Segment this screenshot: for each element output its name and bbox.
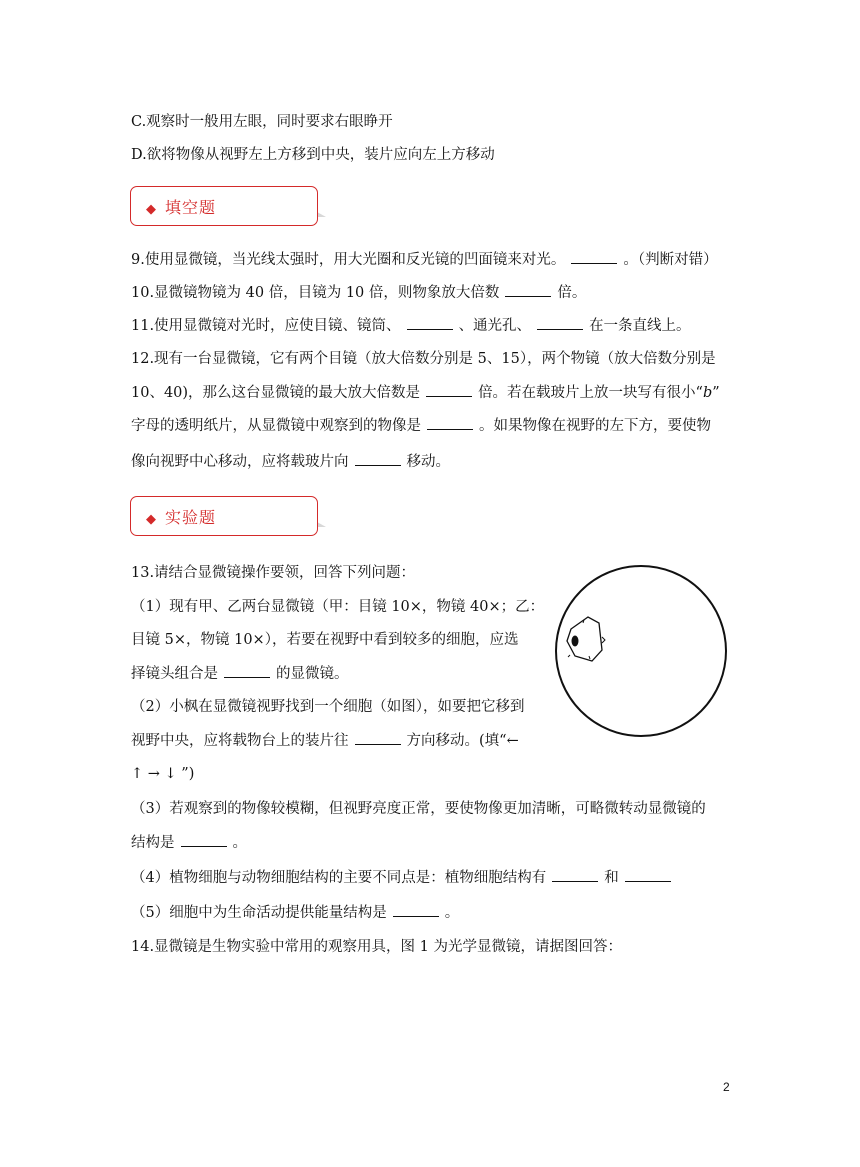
question-13-part2-line1: （2）小枫在显微镜视野找到一个细胞（如图），如要把它移到 <box>131 699 525 715</box>
question-13-part2-line2: 视野中央，应将载物台上的装片往 方向移动。(填“← <box>131 730 519 751</box>
question-13-part2-line3: ↑ → ↓ ”) <box>131 766 195 782</box>
option-c: C.观察时一般用左眼，同时要求右眼睁开 <box>131 114 393 130</box>
question-13-part3-line1: （3）若观察到的物像较模糊，但视野亮度正常，要使物像更加清晰，可略微转动显微镜的 <box>131 801 706 817</box>
field-of-view-circle <box>556 566 726 736</box>
question-13-intro: 13.请结合显微镜操作要领，回答下列问题： <box>131 565 416 581</box>
section-header-fill <box>130 186 318 226</box>
answer-blank[interactable] <box>537 315 583 330</box>
microscope-field-figure <box>553 563 729 739</box>
answer-blank[interactable] <box>427 415 473 430</box>
question-13-part1-line1: （1）现有甲、乙两台显微镜（甲：目镜 10×，物镜 40×；乙： <box>131 599 545 615</box>
answer-blank[interactable] <box>552 867 598 882</box>
section-title: 实验题 <box>165 508 217 527</box>
question-11: 11.使用显微镜对光时，应使目镜、镜筒、 、通光孔、 在一条直线上。 <box>131 315 691 336</box>
answer-blank[interactable] <box>505 282 551 297</box>
question-13-part4: （4）植物细胞与动物细胞结构的主要不同点是：植物细胞结构有 和 <box>131 867 677 888</box>
answer-blank[interactable] <box>393 902 439 917</box>
question-9: 9.使用显微镜，当光线太强时，用大光圈和反光镜的凹面镜来对光。 。（判断对错） <box>131 249 718 270</box>
cell-edge-mark <box>602 637 605 643</box>
question-13-part1-line2: 目镜 5×，物镜 10×），若要在视野中看到较多的细胞，应选 <box>131 632 519 648</box>
section-header-experiment <box>130 496 318 536</box>
question-13-part5: （5）细胞中为生命活动提供能量结构是 。 <box>131 902 459 923</box>
answer-blank[interactable] <box>355 730 401 745</box>
cell-nucleus <box>572 636 579 647</box>
answer-blank[interactable] <box>426 382 472 397</box>
question-12-line-2: 10、40)，那么这台显微镜的最大放大倍数是 倍。若在载玻片上放一块写有很小“b” <box>131 382 720 403</box>
cell-edge-mark <box>589 656 590 659</box>
answer-blank[interactable] <box>625 867 671 882</box>
diamond-icon: ◆ <box>146 512 157 527</box>
answer-blank[interactable] <box>355 451 401 466</box>
question-12-line-1: 12.现有一台显微镜，它有两个目镜（放大倍数分别是 5、15），两个物镜（放大倍数分别是 <box>131 351 716 367</box>
section-title: 填空题 <box>165 198 217 217</box>
question-14: 14.显微镜是生物实验中常用的观察用具，图 1 为光学显微镜，请据图回答： <box>131 939 623 955</box>
page-number: 2 <box>723 1080 730 1094</box>
option-d: D.欲将物像从视野左上方移到中央，装片应向左上方移动 <box>131 147 495 163</box>
answer-blank[interactable] <box>571 249 617 264</box>
question-12-line-3: 字母的透明纸片，从显微镜中观察到的物像是 。如果物像在视野的左下方，要使物 <box>131 415 711 436</box>
question-13-part3-line2: 结构是 。 <box>131 832 247 853</box>
answer-blank[interactable] <box>407 315 453 330</box>
cell-edge-mark <box>568 655 570 657</box>
question-12-line-4: 像向视野中心移动，应将载玻片向 移动。 <box>131 451 450 472</box>
diamond-icon: ◆ <box>146 202 157 217</box>
answer-blank[interactable] <box>181 832 227 847</box>
question-13-part1-line3: 择镜头组合是 的显微镜。 <box>131 663 349 684</box>
answer-blank[interactable] <box>224 663 270 678</box>
question-10: 10.显微镜物镜为 40 倍，目镜为 10 倍，则物象放大倍数 倍。 <box>131 282 586 303</box>
